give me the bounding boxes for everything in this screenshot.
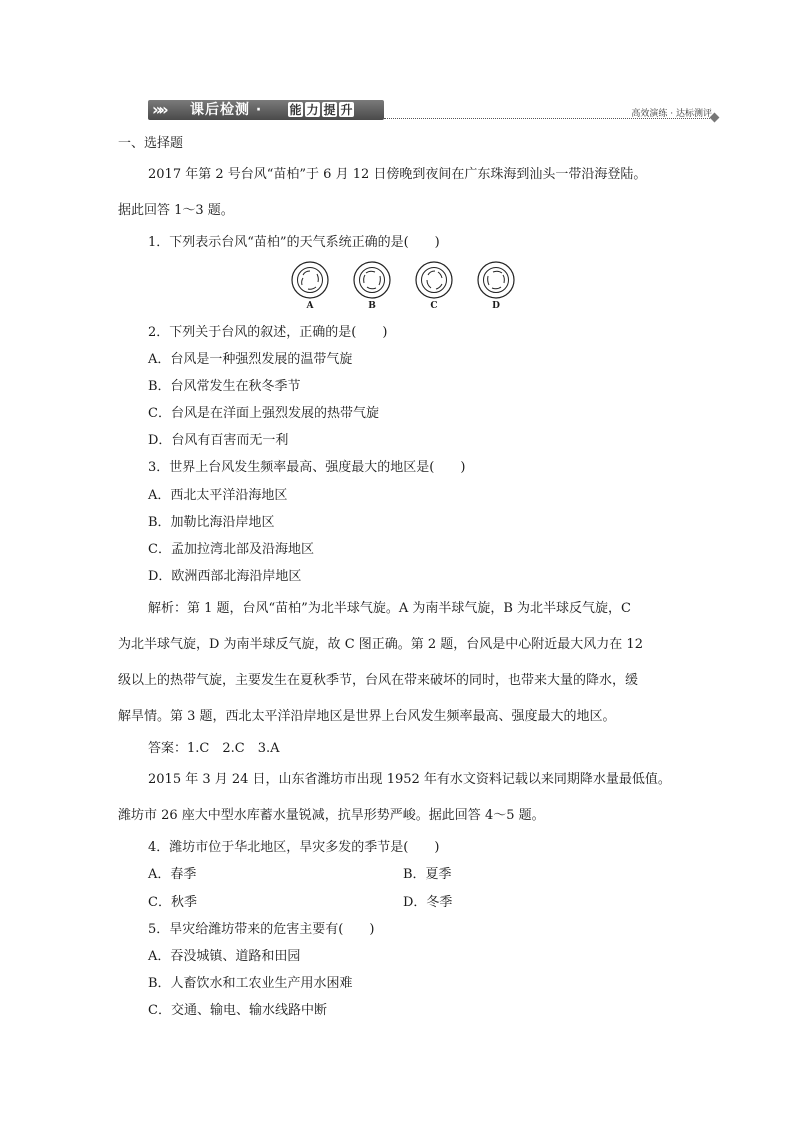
question-2-option: C．台风是在洋面上强烈发展的热带气旋 xyxy=(148,406,379,421)
question-4-option: B．夏季 xyxy=(403,867,452,882)
question-3-option: A．西北太平洋沿海地区 xyxy=(148,488,288,503)
answer-line: 答案：1.C 2.C 3.A xyxy=(148,741,280,756)
figure-label: B xyxy=(368,301,376,311)
question-2-option: D．台风有百害而无一利 xyxy=(148,433,289,448)
banner-box: 能 xyxy=(289,103,302,117)
banner-boxes xyxy=(288,102,354,117)
question-5-option: B．人畜饮水和工农业生产用水困难 xyxy=(148,976,353,991)
section-title: 一、选择题 xyxy=(118,136,184,151)
question-5-stem: 5．旱灾给潍坊带来的危害主要有( ) xyxy=(148,922,375,937)
cyclone-diagram-d xyxy=(476,260,516,300)
banner-title: 课后检测 · xyxy=(190,102,263,118)
banner-box: 升 xyxy=(340,103,353,117)
figure-label: A xyxy=(306,301,314,311)
question-4-option: C．秋季 xyxy=(148,895,197,910)
banner-box: 力 xyxy=(306,103,319,117)
section-banner xyxy=(148,100,384,120)
page-header xyxy=(148,100,720,122)
figure-option-b xyxy=(352,260,392,311)
question-4-stem: 4．潍坊市位于华北地区，旱灾多发的季节是( ) xyxy=(148,840,440,855)
cyclone-diagram-b xyxy=(352,260,392,300)
passage2-line2: 潍坊市 26 座大中型水库蓄水量锐减，抗旱形势严峻。据此回答 4～5 题。 xyxy=(118,808,545,823)
chevron-right-icon: »» xyxy=(152,100,165,119)
cyclone-diagram-c xyxy=(414,260,454,300)
question-2-stem: 2．下列关于台风的叙述，正确的是( ) xyxy=(148,325,388,340)
analysis-line: 为北半球气旋，D 为南半球反气旋，故 C 图正确。第 2 题，台风是中心附近最大风力在 12 xyxy=(118,637,643,652)
question-2-option: A．台风是一种强烈发展的温带气旋 xyxy=(148,352,353,367)
question-5-option: C．交通、输电、输水线路中断 xyxy=(148,1003,327,1018)
question-4-option: D．冬季 xyxy=(403,895,453,910)
question-2-option: B．台风常发生在秋冬季节 xyxy=(148,379,301,394)
question-3-option: C．孟加拉湾北部及沿海地区 xyxy=(148,542,314,557)
cyclone-figure xyxy=(290,260,516,311)
cyclone-diagram-a xyxy=(290,260,330,300)
figure-option-d xyxy=(476,260,516,311)
question-3-option: D．欧洲西部北海沿岸地区 xyxy=(148,569,302,584)
figure-label: C xyxy=(430,301,438,311)
passage1-line2: 据此回答 1～3 题。 xyxy=(118,203,234,218)
question-5-option: A．吞没城镇、道路和田园 xyxy=(148,949,301,964)
analysis-line: 解析：第 1 题，台风“苗柏”为北半球气旋。A 为南半球气旋，B 为北半球反气旋，C xyxy=(148,601,631,616)
passage1-line1: 2017 年第 2 号台风“苗柏”于 6 月 12 日傍晚到夜间在广东珠海到汕头一带沿海登陆。 xyxy=(148,167,647,182)
analysis-line: 解旱情。第 3 题，西北太平洋沿岸地区是世界上台风发生频率最高、强度最大的地区。 xyxy=(118,709,616,724)
analysis-line: 级以上的热带气旋，主要发生在夏秋季节，台风在带来破坏的同时，也带来大量的降水，缓 xyxy=(118,673,639,688)
question-1-stem: 1．下列表示台风“苗柏”的天气系统正确的是( ) xyxy=(148,235,440,250)
question-4-option: A．春季 xyxy=(148,867,197,882)
question-3-option: B．加勒比海沿岸地区 xyxy=(148,515,275,530)
banner-box: 提 xyxy=(323,103,336,117)
figure-option-c xyxy=(414,260,454,311)
figure-label: D xyxy=(492,301,500,311)
header-right-text: 高效演练 · 达标测评 xyxy=(631,109,712,119)
figure-option-a xyxy=(290,260,330,311)
passage2-line1: 2015 年 3 月 24 日，山东省潍坊市出现 1952 年有水文资料记载以来同期降水量最低值。 xyxy=(148,772,671,787)
question-3-stem: 3．世界上台风发生频率最高、强度最大的地区是( ) xyxy=(148,460,466,475)
